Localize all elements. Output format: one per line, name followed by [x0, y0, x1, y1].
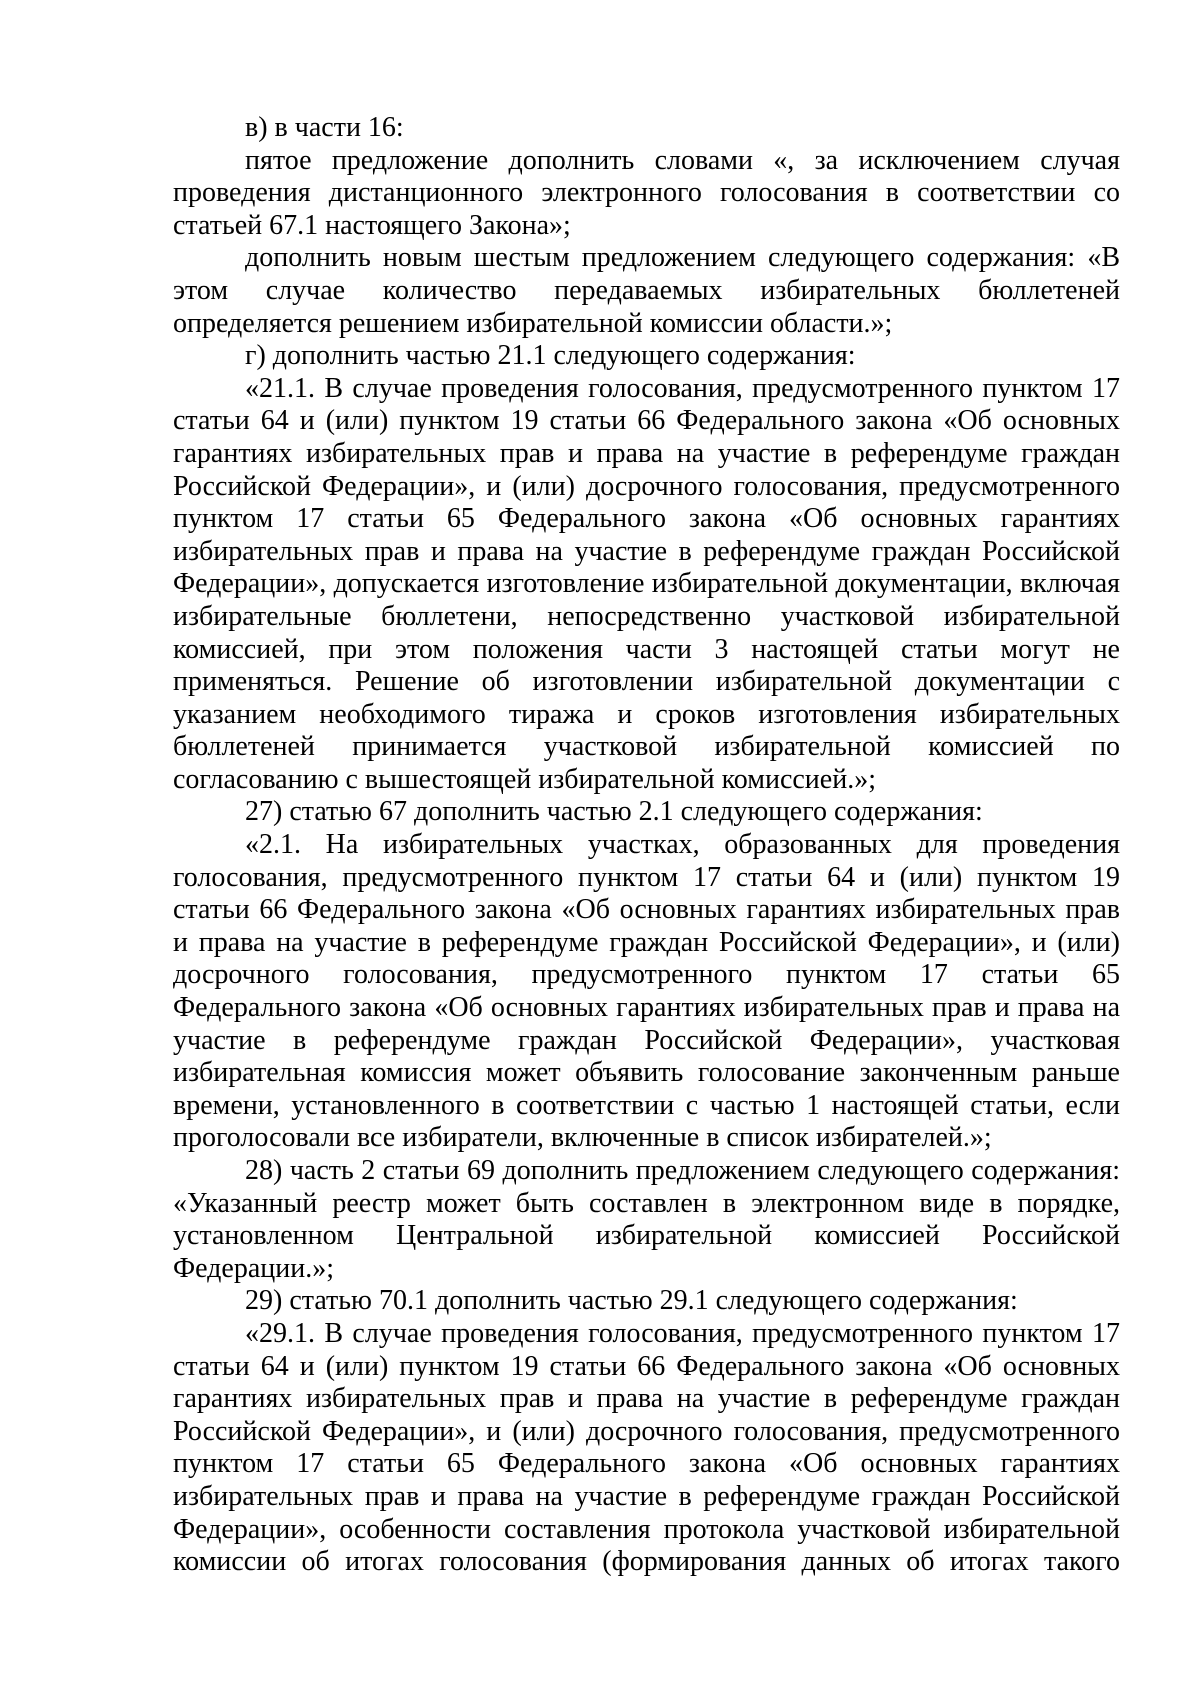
document-page	[173, 112, 1120, 1579]
paragraph-item-27: 27) статью 67 дополнить частью 2.1 следующего содержания:	[245, 796, 983, 828]
paragraph-part-2-1-text: «2.1. На избирательных участках, образованных для проведения голосования, предусмотренного пунктом 17 статьи 64 и (или) пунктом 19 статьи 66 Федерального закона «Об основных гарантиях избирательных прав и права на участие в референдуме граждан Российской Федерации», и (или) досрочного голосования, предусмотренного пунктом 17 статьи 65 Федерального закона «Об основных гарантиях избирательных прав и права на участие в референдуме граждан Российской Федерации», участковая избирательная комиссия может объявить голосование законченным раньше времени, установленного в соответствии с частью 1 настоящей статьи, если проголосовали все избиратели, включенные в список избирателей.»;	[173, 829, 1120, 1154]
paragraph-part-21-1-text: «21.1. В случае проведения голосования, предусмотренного пунктом 17 статьи 64 и (или) пунктом 19 статьи 66 Федерального закона «Об основных гарантиях избирательных прав и права на участие в референдуме граждан Российской Федерации», и (или) досрочного голосования, предусмотренного пунктом 17 статьи 65 Федерального закона «Об основных гарантиях избирательных прав и права на участие в референдуме граждан Российской Федерации», допускается изготовление избирательной документации, включая избирательные бюллетени, непосредственно участковой избирательной комиссией, при этом положения части 3 настоящей статьи могут не применяться. Решение об изготовлении избирательной документации с указанием необходимого тиража и сроков изготовления избирательных бюллетеней принимается участковой избирательной комиссией по согласованию с вышестоящей избирательной комиссией.»;	[173, 372, 1120, 795]
paragraph-sixth-sentence-amendment: дополнить новым шестым предложением следующего содержания: «В этом случае количество передаваемых избирательных бюллетеней определяется решением избирательной комиссии области.»;	[173, 242, 1120, 339]
paragraph-item-28: 28) часть 2 статьи 69 дополнить предложением следующего содержания: «Указанный реестр может быть составлен в электронном виде в порядке, установленном Центральной избирательной комиссией Российской Федерации.»;	[173, 1155, 1120, 1284]
paragraph-part-16-heading: в) в части 16:	[245, 112, 404, 143]
paragraph-item-29: 29) статью 70.1 дополнить частью 29.1 следующего содержания:	[245, 1285, 1018, 1317]
paragraph-part-21-1-heading: г) дополнить частью 21.1 следующего содержания:	[245, 340, 856, 372]
paragraph-part-29-1-text: «29.1. В случае проведения голосования, предусмотренного пунктом 17 статьи 64 и (или) пунктом 19 статьи 66 Федерального закона «Об основных гарантиях избирательных прав и права на участие в референдуме граждан Российской Федерации», и (или) досрочного голосования, предусмотренного пунктом 17 статьи 65 Федерального закона «Об основных гарантиях избирательных прав и права на участие в референдуме граждан Российской Федерации», особенности составления протокола участковой избирательной комиссии об итогах голосования (формирования данных об итогах такого	[173, 1317, 1120, 1578]
paragraph-fifth-sentence-amendment: пятое предложение дополнить словами «, за исключением случая проведения дистанционного электронного голосования в соответствии со статьей 67.1 настоящего Закона»;	[173, 144, 1120, 241]
